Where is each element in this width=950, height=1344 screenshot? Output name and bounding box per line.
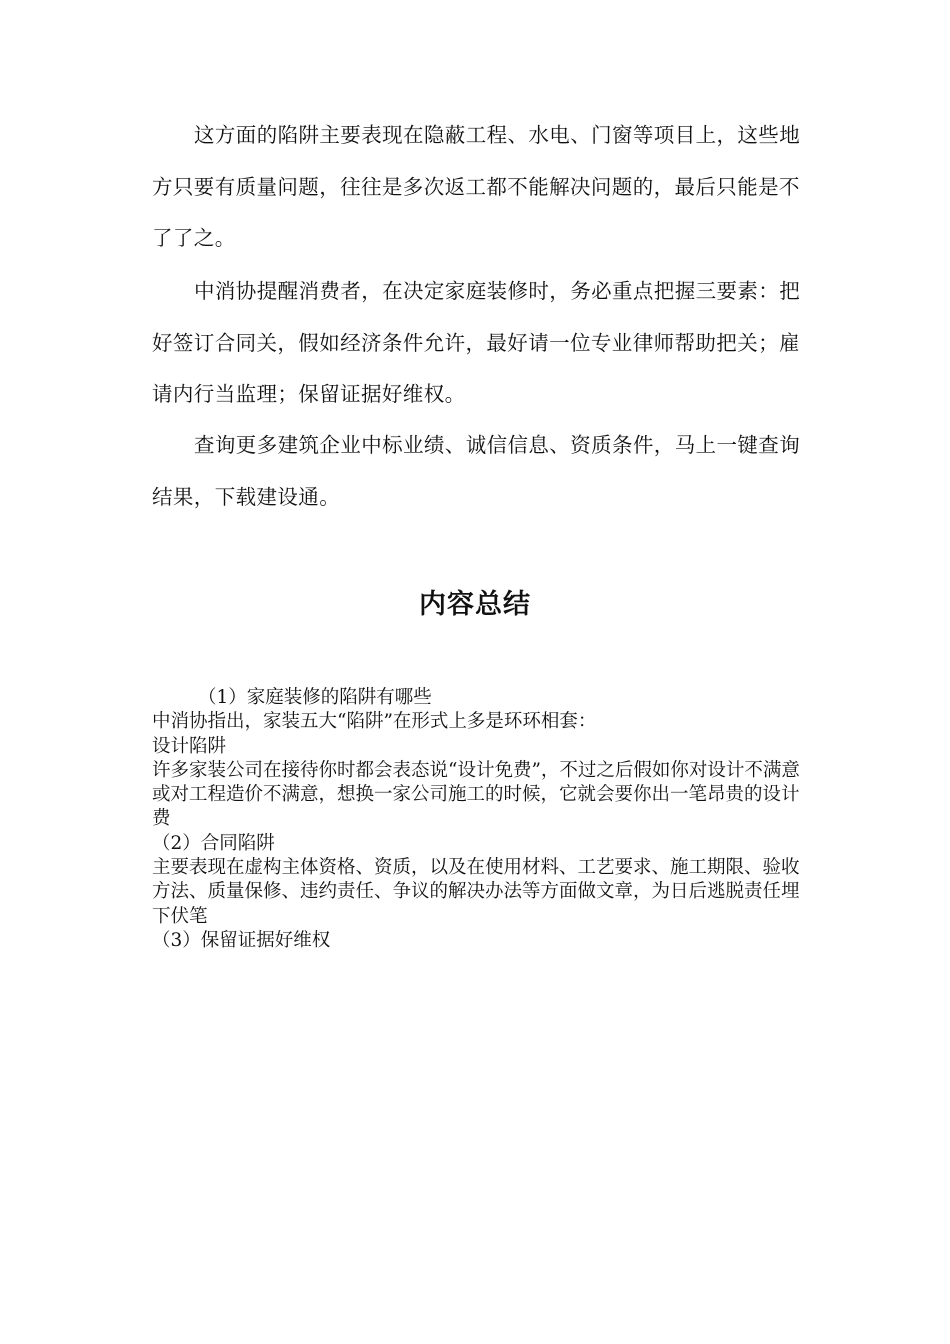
summary-section (152, 686, 802, 953)
paragraph-consumer-advice (152, 266, 804, 421)
summary-line: （2）合同陷阱 (152, 832, 275, 854)
paragraph-text: 中消协提醒消费者，在决定家庭装修时，务必重点把握三要素：把好签订合同关，假如经济条件允许，最好请一位专业律师帮助把关；雇请内行当监理；保留证据好维权。 (152, 279, 801, 406)
paragraph-hidden-works (152, 110, 804, 265)
summary-line: 许多家装公司在接待你时都会表态说“设计免费”，不过之后假如你对设计不满意或对工程造价不满意，想换一家公司施工的时候，它就会要你出一笔昂贵的设计费 (152, 759, 800, 830)
summary-line: 设计陷阱 (152, 735, 227, 757)
paragraph-query-info (152, 420, 804, 523)
paragraph-text: 这方面的陷阱主要表现在隐蔽工程、水电、门窗等项目上，这些地方只要有质量问题，往往是多次返工都不能解决问题的，最后只能是不了了之。 (152, 123, 801, 250)
summary-line: 中消协指出，家装五大“陷阱”在形式上多是环环相套： (152, 711, 597, 733)
summary-title: 内容总结 (419, 589, 531, 620)
summary-line: 主要表现在虚构主体资格、资质，以及在使用材料、工艺要求、施工期限、验收方法、质量保修、违约责任、争议的解决办法等方面做文章，为日后逃脱责任埋下伏笔 (152, 857, 800, 927)
paragraph-text: 查询更多建筑企业中标业绩、诚信信息、资质条件，马上一键查询结果，下载建设通。 (152, 433, 801, 509)
summary-line: （3）保留证据好维权 (152, 929, 331, 951)
summary-line: （1）家庭装修的陷阱有哪些 (198, 687, 432, 708)
